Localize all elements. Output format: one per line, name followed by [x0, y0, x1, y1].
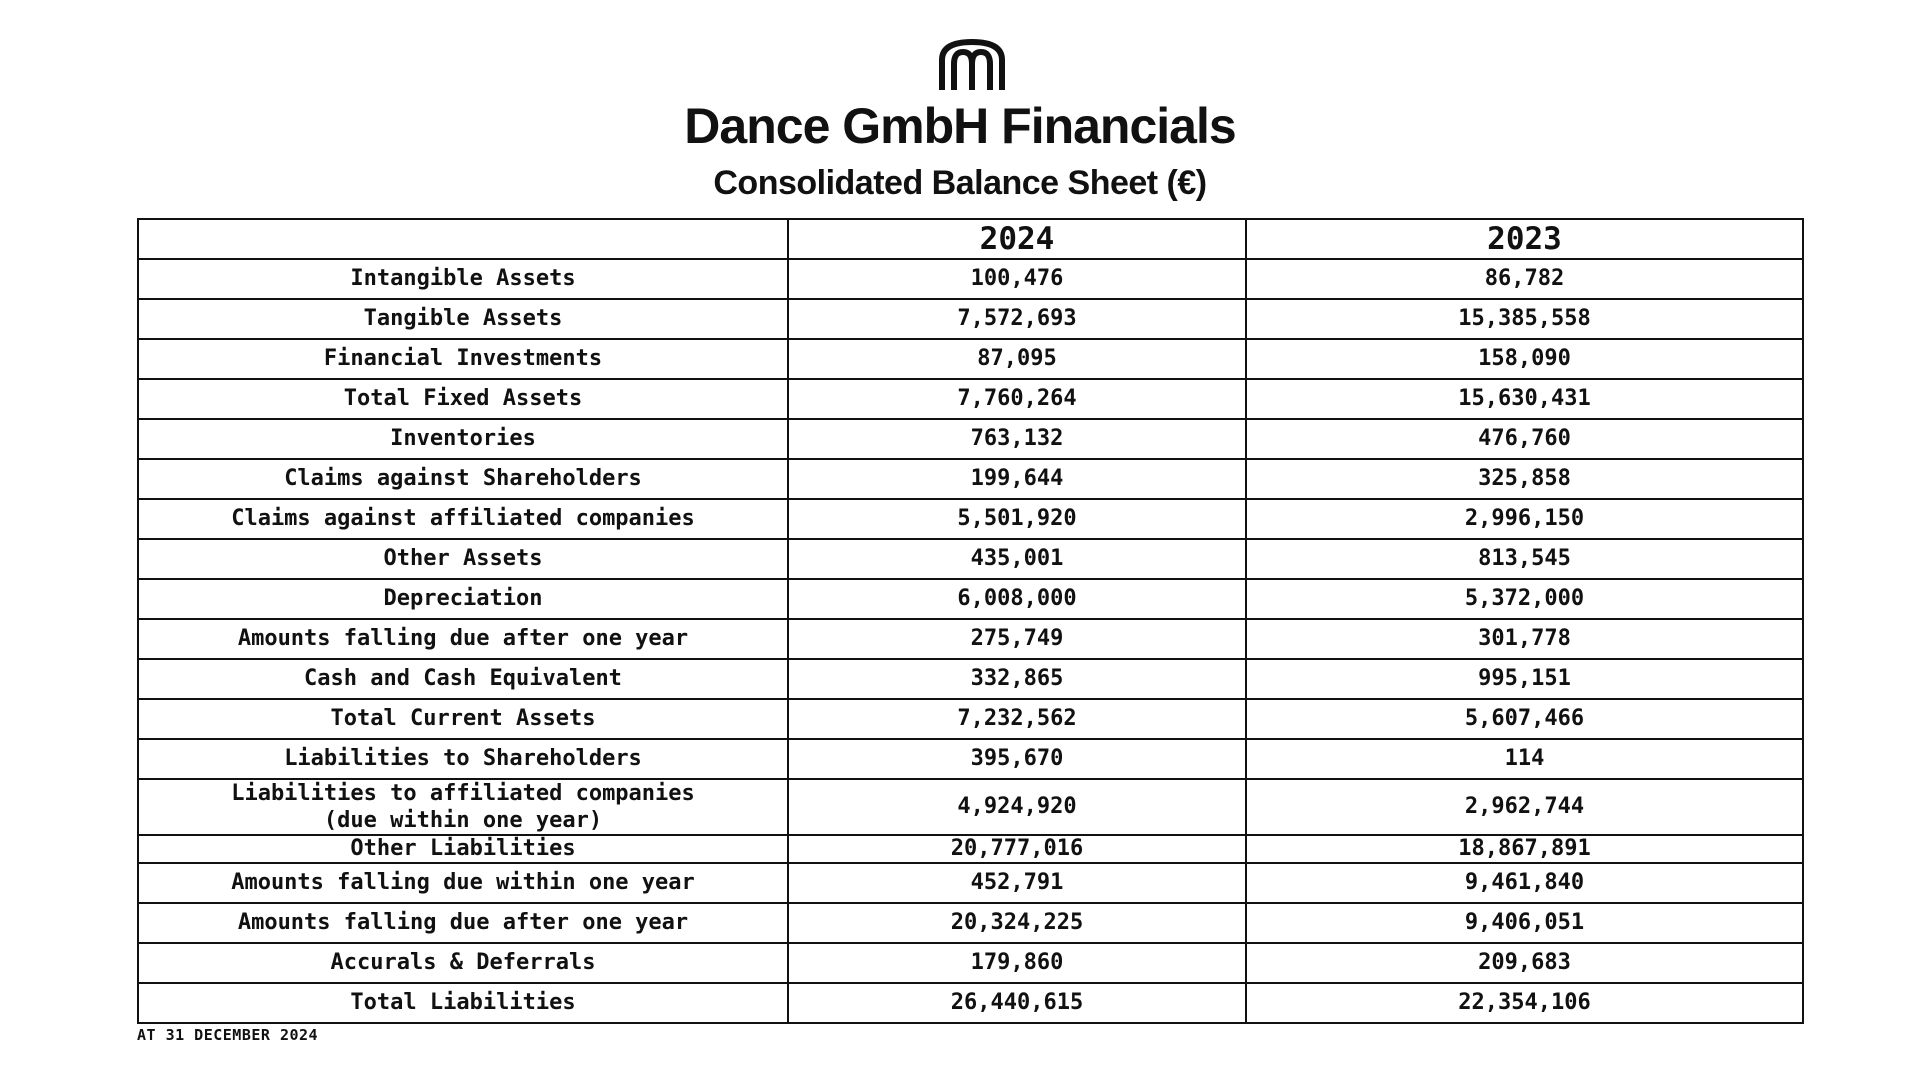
value-2023: 114: [1246, 739, 1803, 779]
row-label: Liabilities to Shareholders: [138, 739, 788, 779]
value-2023: 2,962,744: [1246, 779, 1803, 835]
value-2023: 86,782: [1246, 259, 1803, 299]
value-2023: 9,406,051: [1246, 903, 1803, 943]
row-label: Accurals & Deferrals: [138, 943, 788, 983]
table-row: [138, 299, 1803, 339]
table-row: [138, 339, 1803, 379]
page-title: Dance GmbH Financials: [684, 98, 1236, 154]
table-row: [138, 903, 1803, 943]
table-row: [138, 943, 1803, 983]
row-label: Cash and Cash Equivalent: [138, 659, 788, 699]
value-2024: 395,670: [788, 739, 1246, 779]
value-2023: 15,630,431: [1246, 379, 1803, 419]
footnote-date: AT 31 DECEMBER 2024: [137, 1026, 319, 1044]
table-row: [138, 539, 1803, 579]
value-2023: 325,858: [1246, 459, 1803, 499]
table-row: [138, 659, 1803, 699]
value-2023: 15,385,558: [1246, 299, 1803, 339]
row-label-line-2: (due within one year): [323, 808, 603, 833]
row-label: Claims against affiliated companies: [138, 499, 788, 539]
value-2024: 179,860: [788, 943, 1246, 983]
value-2024: 87,095: [788, 339, 1246, 379]
table-row: [138, 619, 1803, 659]
arches-logo-icon: [936, 38, 1008, 90]
table-row: [138, 419, 1803, 459]
value-2023: 18,867,891: [1246, 835, 1803, 863]
row-label: [138, 779, 788, 835]
row-label: Inventories: [138, 419, 788, 459]
row-label: Amounts falling due within one year: [138, 863, 788, 903]
row-label: Financial Investments: [138, 339, 788, 379]
column-header-2023: 2023: [1246, 219, 1803, 259]
value-2024: 275,749: [788, 619, 1246, 659]
value-2024: 452,791: [788, 863, 1246, 903]
table-row: [138, 379, 1803, 419]
value-2023: 995,151: [1246, 659, 1803, 699]
table-row: [138, 863, 1803, 903]
value-2024: 4,924,920: [788, 779, 1246, 835]
row-label: Other Assets: [138, 539, 788, 579]
row-label: Other Liabilities: [138, 835, 788, 863]
value-2024: 6,008,000: [788, 579, 1246, 619]
row-label: Amounts falling due after one year: [138, 619, 788, 659]
row-label: Total Liabilities: [138, 983, 788, 1023]
value-2024: 5,501,920: [788, 499, 1246, 539]
table-row: [138, 499, 1803, 539]
value-2024: 7,760,264: [788, 379, 1246, 419]
value-2023: 301,778: [1246, 619, 1803, 659]
value-2023: 5,372,000: [1246, 579, 1803, 619]
value-2024: 763,132: [788, 419, 1246, 459]
table-row: [138, 459, 1803, 499]
column-header-label: [138, 219, 788, 259]
value-2024: 199,644: [788, 459, 1246, 499]
table-row: [138, 699, 1803, 739]
row-label: Claims against Shareholders: [138, 459, 788, 499]
table-row: [138, 779, 1803, 835]
value-2024: 7,572,693: [788, 299, 1246, 339]
value-2024: 20,777,016: [788, 835, 1246, 863]
value-2023: 813,545: [1246, 539, 1803, 579]
balance-sheet-table: [137, 218, 1804, 1024]
row-label: Tangible Assets: [138, 299, 788, 339]
value-2024: 100,476: [788, 259, 1246, 299]
table-header-row: [138, 219, 1803, 259]
value-2024: 332,865: [788, 659, 1246, 699]
row-label: Amounts falling due after one year: [138, 903, 788, 943]
row-label: Total Fixed Assets: [138, 379, 788, 419]
table-row: [138, 835, 1803, 863]
value-2024: 26,440,615: [788, 983, 1246, 1023]
value-2023: 5,607,466: [1246, 699, 1803, 739]
row-label: Total Current Assets: [138, 699, 788, 739]
value-2023: 22,354,106: [1246, 983, 1803, 1023]
row-label-line-1: Liabilities to affiliated companies: [231, 781, 695, 806]
row-label: Depreciation: [138, 579, 788, 619]
value-2024: 20,324,225: [788, 903, 1246, 943]
value-2024: 7,232,562: [788, 699, 1246, 739]
value-2024: 435,001: [788, 539, 1246, 579]
value-2023: 9,461,840: [1246, 863, 1803, 903]
value-2023: 158,090: [1246, 339, 1803, 379]
row-label: Intangible Assets: [138, 259, 788, 299]
table-row: [138, 259, 1803, 299]
value-2023: 476,760: [1246, 419, 1803, 459]
page-subtitle: Consolidated Balance Sheet (€): [713, 164, 1207, 202]
table-row: [138, 579, 1803, 619]
value-2023: 2,996,150: [1246, 499, 1803, 539]
column-header-2024: 2024: [788, 219, 1246, 259]
table-row: [138, 983, 1803, 1023]
table-row: [138, 739, 1803, 779]
value-2023: 209,683: [1246, 943, 1803, 983]
